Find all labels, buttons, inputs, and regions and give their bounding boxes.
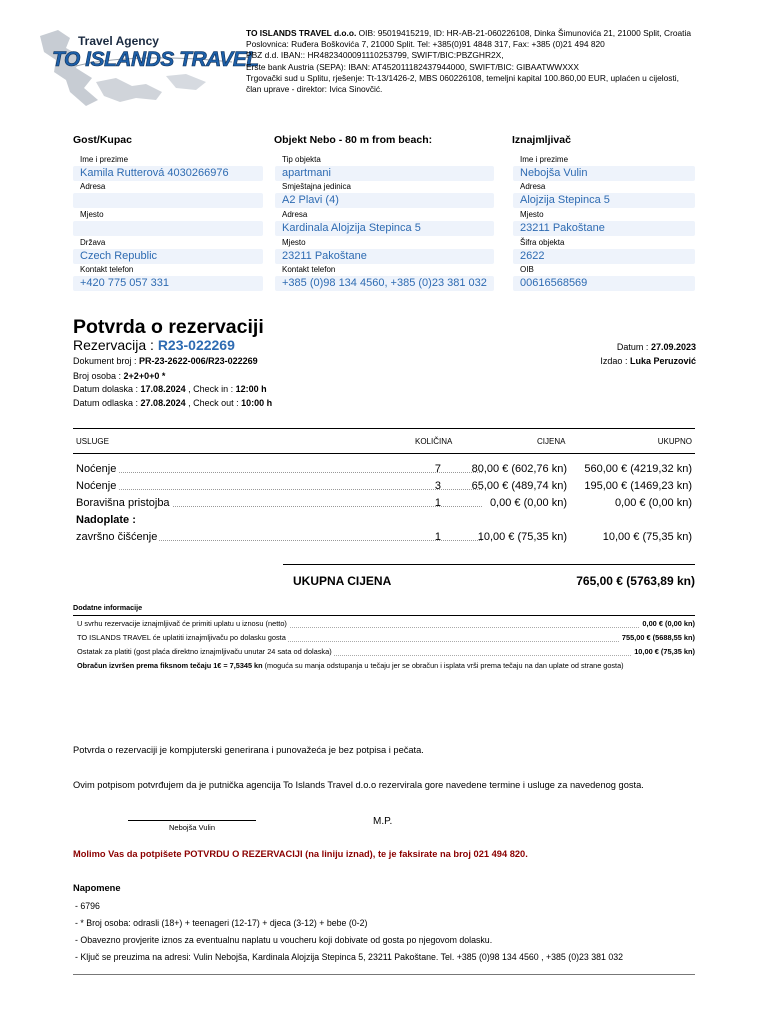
stamp-placeholder: M.P. <box>373 816 393 827</box>
persons-line <box>73 371 165 381</box>
field-label: Kontakt telefon <box>282 265 336 274</box>
exchange-rate: Obračun izvršen prema fiksnom tečaju 1€ = 7,5345 kn <box>77 661 263 670</box>
departure-value: 27.08.2024 <box>140 398 186 408</box>
company-details <box>246 28 706 95</box>
service-price: 10,00 € (75,35 kn) <box>477 531 567 543</box>
notes-title: Napomene <box>73 883 121 893</box>
guest-title: Gost/Kupac <box>73 134 132 146</box>
service-qty: 3 <box>434 480 441 492</box>
field-label: Kontakt telefon <box>80 265 134 274</box>
company-branch: Poslovnica: Ruđera Boškovića 7, 21000 Split. Tel: +385(0)91 4848 317, Fax: +385 (0)21 494 820 <box>246 39 605 50</box>
landlord-code-field <box>513 237 695 264</box>
leader-dots <box>76 489 482 490</box>
checkin-label: , Check in : <box>188 384 234 394</box>
signature-line <box>128 820 256 821</box>
issued-by-label: Izdao : <box>600 356 628 366</box>
table-row <box>73 463 695 477</box>
service-total: 195,00 € (1469,23 kn) <box>584 480 692 492</box>
field-label: Mjesto <box>520 210 544 219</box>
landlord-title: Iznajmljivač <box>512 134 571 146</box>
company-bank-1: PBZ d.d. IBAN:: HR4823400091110253799, SWIFT/BIC:PBZGHR2X, <box>246 50 504 61</box>
additional-label: TO ISLANDS TRAVEL će uplatiti iznajmljivaču po dolasku gosta <box>77 633 286 642</box>
field-value <box>73 221 263 236</box>
document-number-line <box>73 356 258 366</box>
persons-value: 2+2+0+0 * <box>123 371 166 381</box>
services-table-header <box>73 428 695 454</box>
checkout-label: , Check out : <box>188 398 239 408</box>
total-divider <box>283 564 695 565</box>
additional-row <box>73 633 695 645</box>
sign-and-fax-notice: Molimo Vas da potpišete POTVRDU O REZERVACIJI (na liniju iznad), te je faksirate na broj 021 494 820. <box>73 849 528 859</box>
field-value <box>73 193 263 208</box>
issued-by-line <box>600 356 696 366</box>
note-item: - 6796 <box>75 901 100 911</box>
company-director: član uprave - direktor: Ivica Sinovčić. <box>246 84 383 95</box>
object-address-field <box>275 209 494 236</box>
field-value: Czech Republic <box>73 249 263 264</box>
extras-title: Nadoplate : <box>76 514 136 526</box>
note-item: - Ključ se preuzima na adresi: Vulin Nebojša, Kardinala Alojzija Stepinca 5, 23211 Pakoštane. Tel. +385 (0)98 134 4560 , +385 (0)23 381 032 <box>75 952 624 962</box>
field-value: 23211 Pakoštane <box>513 221 695 236</box>
reservation-number: R23-022269 <box>157 337 235 353</box>
object-unit-field <box>275 181 494 208</box>
field-label: Smještajna jedinica <box>282 182 351 191</box>
additional-value: 0,00 € (0,00 kn) <box>642 619 695 628</box>
issued-by-value: Luka Peruzović <box>629 356 696 366</box>
additional-label: Ostatak za platiti (gost plaća direktno iznajmljivaču unutar 24 sata od dolaska) <box>77 647 332 656</box>
table-row <box>73 531 695 545</box>
additional-value: 755,00 € (5688,55 kn) <box>621 633 695 642</box>
field-value: +420 775 057 331 <box>73 276 263 291</box>
field-label: Šifra objekta <box>520 238 565 247</box>
object-title: Objekt Nebo - 80 m from beach: <box>274 134 433 146</box>
service-name: Noćenje <box>76 480 117 492</box>
field-value: 2622 <box>513 249 695 264</box>
service-total: 0,00 € (0,00 kn) <box>614 497 692 509</box>
exchange-rate-note: (moguća su manja odstupanja u tečaju jer se obračun i isplata vrši prema tečaju na dan uplate od strane gosta) <box>262 661 624 670</box>
service-qty: 1 <box>434 497 441 509</box>
confirmation-statement: Ovim potpisom potvrđujem da je putnička agencija To Islands Travel d.o.o rezervirala gore navedene termine i usluge za navedenog gosta. <box>73 780 644 790</box>
field-value: apartmani <box>275 166 494 181</box>
landlord-address-field <box>513 181 695 208</box>
extras-title-row <box>73 514 695 528</box>
additional-value: 10,00 € (75,35 kn) <box>634 647 695 656</box>
field-value: 00616568569 <box>513 276 695 291</box>
field-value: Kamila Rutterová 4030266976 <box>73 166 263 181</box>
date-label: Datum : <box>616 342 649 352</box>
field-value: Kardinala Alojzija Stepinca 5 <box>275 221 494 236</box>
total-label: UKUPNA CIJENA <box>293 574 392 588</box>
object-city-field <box>275 237 494 264</box>
total-value: 765,00 € (5763,89 kn) <box>576 574 695 588</box>
additional-row <box>73 619 695 631</box>
arrival-line <box>73 384 267 394</box>
reservation-label: Rezervacija : <box>73 337 154 353</box>
arrival-value: 17.08.2024 <box>140 384 186 394</box>
reservation-line <box>73 337 235 353</box>
date-value: 27.09.2023 <box>650 342 696 352</box>
signature-name: Nebojša Vulin <box>169 823 215 832</box>
company-name: TO ISLANDS TRAVEL d.o.o. <box>246 28 357 38</box>
additional-info-title: Dodatne informacije <box>73 603 143 612</box>
field-label: Adresa <box>282 210 308 219</box>
field-label: Mjesto <box>80 210 104 219</box>
guest-name-field <box>73 154 263 181</box>
field-label: Država <box>80 238 106 247</box>
note-item: - * Broj osoba: odrasli (18+) + teenageri (12-17) + djeca (3-12) + bebe (0-2) <box>75 918 368 928</box>
guest-address-field <box>73 181 263 208</box>
header-services: USLUGE <box>76 437 109 446</box>
service-price: 0,00 € (0,00 kn) <box>489 497 567 509</box>
field-value: Alojzija Stepinca 5 <box>513 193 695 208</box>
service-qty: 7 <box>434 463 441 475</box>
issue-date-line <box>617 342 696 352</box>
document-number-label: Dokument broj : <box>73 356 137 366</box>
field-value: Nebojša Vulin <box>513 166 695 181</box>
field-label: Adresa <box>520 182 546 191</box>
landlord-oib-field <box>513 264 695 291</box>
computer-generated-note: Potvrda o rezervaciji je kompjuterski generirana i punovažeća je bez potpisa i pečata. <box>73 745 424 755</box>
service-name: završno čišćenje <box>76 531 158 543</box>
company-bank-2: Erste bank Austria (SEPA): IBAN: AT452011182437944000, SWIFT/BIC: GIBAATWWXXX <box>246 61 579 72</box>
table-row <box>73 497 695 511</box>
field-label: Tip objekta <box>282 155 321 164</box>
field-value: +385 (0)98 134 4560, +385 (0)23 381 032 <box>275 276 494 291</box>
footer-divider <box>73 974 695 975</box>
header-price: CIJENA <box>537 437 566 446</box>
guest-phone-field <box>73 264 263 291</box>
field-label: Adresa <box>80 182 106 191</box>
service-name: Noćenje <box>76 463 117 475</box>
field-value: A2 Plavi (4) <box>275 193 494 208</box>
departure-label: Datum odlaska : <box>73 398 139 408</box>
field-label: Mjesto <box>282 238 306 247</box>
note-item: - Obavezno provjerite iznos za eventualnu naplatu u voucheru koji dobivate od gosta po njegovom dolasku. <box>75 935 493 945</box>
additional-divider <box>73 615 695 616</box>
checkout-value: 10:00 h <box>241 398 273 408</box>
object-type-field <box>275 154 494 181</box>
service-name: Boravišna pristojba <box>76 497 170 509</box>
landlord-city-field <box>513 209 695 236</box>
landlord-name-field <box>513 154 695 181</box>
field-label: OIB <box>520 265 534 274</box>
guest-country-field <box>73 237 263 264</box>
page-title: Potvrda o rezervaciji <box>73 316 264 338</box>
service-total: 560,00 € (4219,32 kn) <box>584 463 692 475</box>
service-price: 65,00 € (489,74 kn) <box>471 480 567 492</box>
exchange-rate-line <box>73 661 695 670</box>
document-number-value: PR-23-2622-006/R23-022269 <box>139 356 258 366</box>
checkin-value: 12:00 h <box>235 384 267 394</box>
table-row <box>73 480 695 494</box>
company-court: Trgovački sud u Splitu, rješenje: Tt-13/1426-2, MBS 060226108, temeljni kapital 100.860,00 EUR, uplaćen u cijelosti, <box>246 72 679 83</box>
logo-wordmark: TO ISLANDS TRAVEL <box>52 48 259 71</box>
departure-line <box>73 398 272 408</box>
service-total: 10,00 € (75,35 kn) <box>602 531 692 543</box>
object-phone-field <box>275 264 494 291</box>
additional-row <box>73 647 695 659</box>
additional-label: U svrhu rezervacije iznajmljivač će primiti uplatu u iznosu (netto) <box>77 619 287 628</box>
arrival-label: Datum dolaska : <box>73 384 139 394</box>
header-quantity: KOLIČINA <box>415 437 453 446</box>
field-label: Ime i prezime <box>520 155 569 164</box>
leader-dots <box>76 472 482 473</box>
company-ids: OIB: 95019415219, ID: HR-AB-21-060226108, Dinka Šimunovića 21, 21000 Split, Croatia <box>356 28 692 38</box>
persons-label: Broj osoba : <box>73 371 122 381</box>
field-value: 23211 Pakoštane <box>275 249 494 264</box>
company-logo <box>36 26 259 110</box>
service-qty: 1 <box>434 531 441 543</box>
service-price: 80,00 € (602,76 kn) <box>471 463 567 475</box>
header-total: UKUPNO <box>657 437 692 446</box>
guest-city-field <box>73 209 263 236</box>
logo-tagline: Travel Agency <box>78 34 159 48</box>
field-label: Ime i prezime <box>80 155 129 164</box>
